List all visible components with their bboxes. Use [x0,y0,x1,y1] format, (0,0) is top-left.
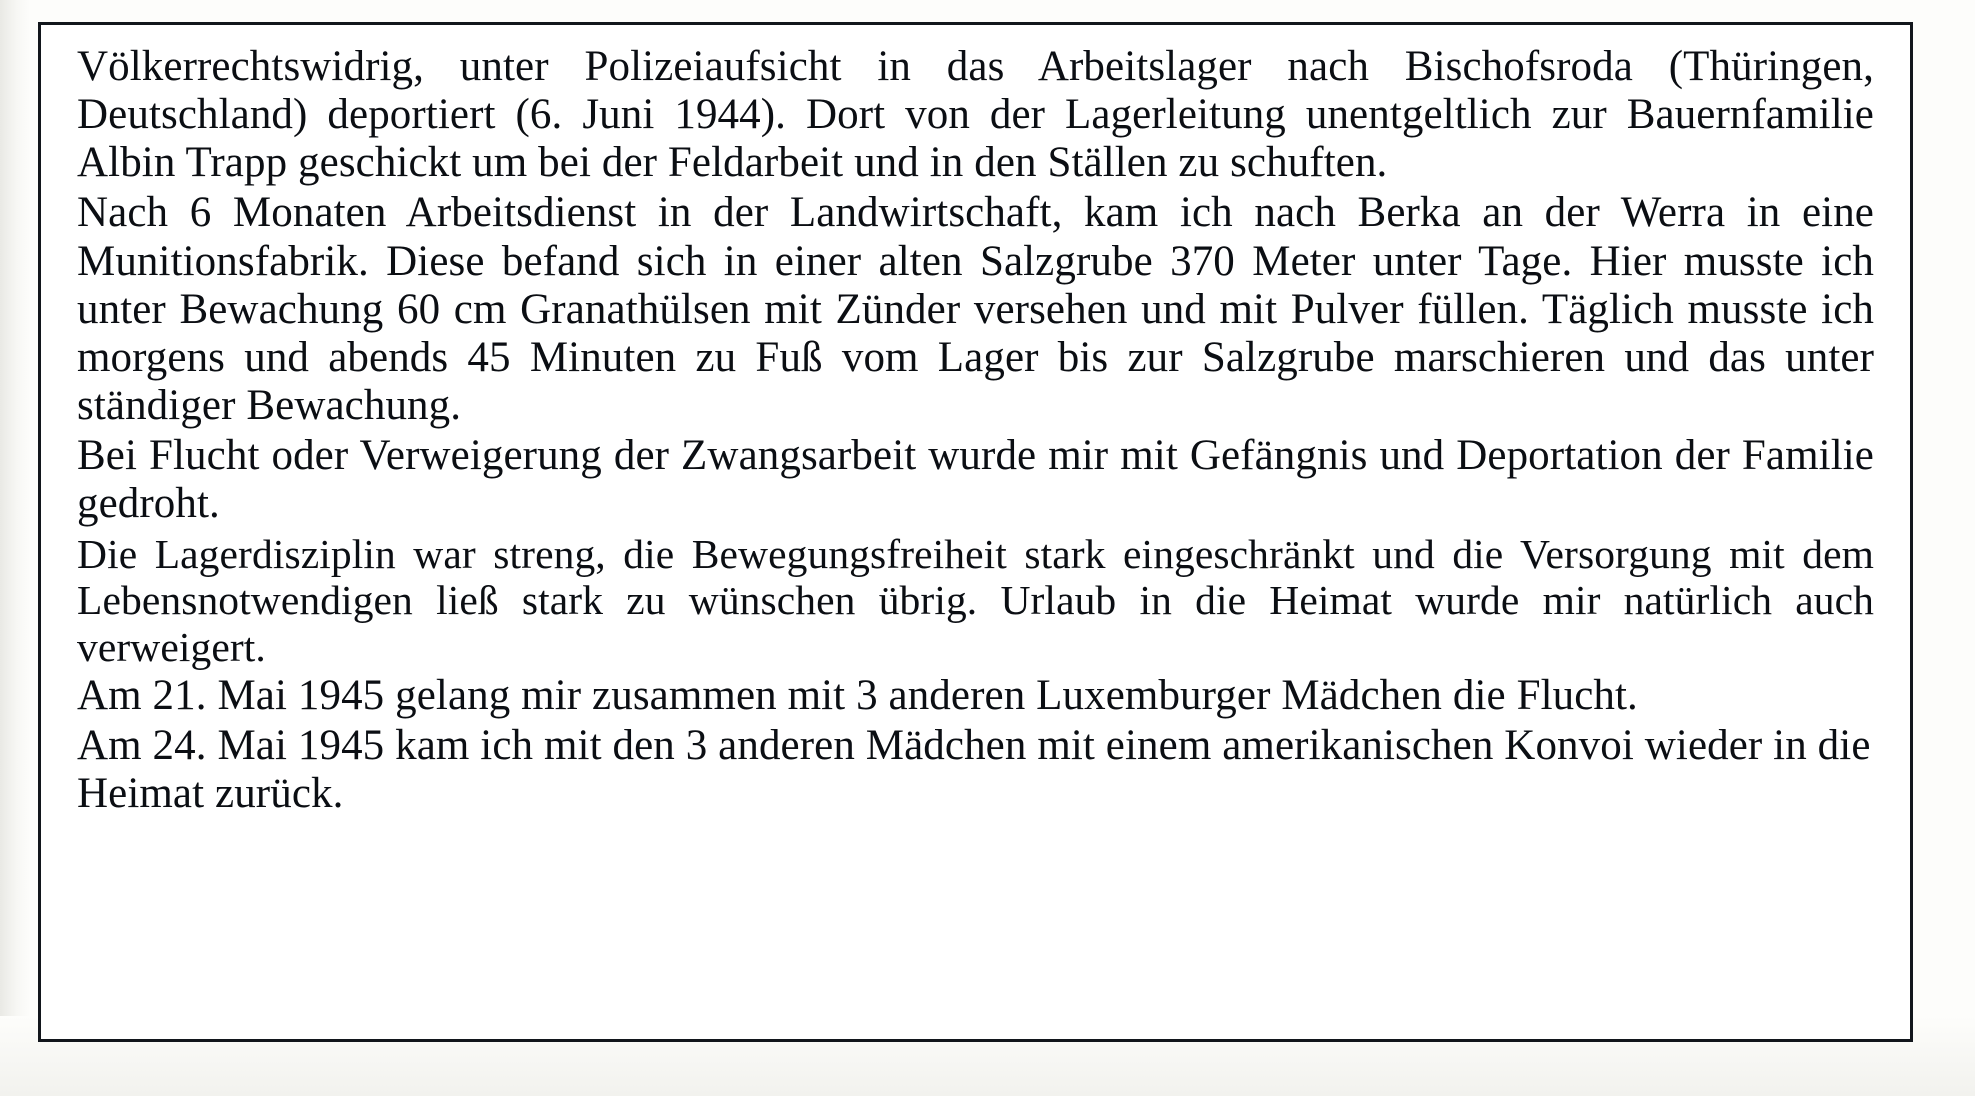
paragraph-6: Am 24. Mai 1945 kam ich mit den 3 anderen Mädchen mit einem amerikanischen Konvoi wieder in die Heimat zurück. [77,722,1871,818]
bordered-text-block [38,22,1913,1042]
paragraph-3: Bei Flucht oder Verweigerung der Zwangsarbeit wurde mir mit Gefängnis und Deportation der Familie gedroht. [77,432,1874,528]
paragraph-4: Die Lagerdisziplin war streng, die Bewegungsfreiheit stark eingeschränkt und die Versorgung mit dem Lebensnotwendigen ließ stark zu wünschen übrig. Urlaub in die Heimat wurde mir natürlich auch verweigert. [77,530,1874,670]
paragraph-1: Völkerrechtswidrig, unter Polizeiaufsicht in das Arbeitslager nach Bischofsroda (Thüringen, Deutschland) deportiert (6. Juni 1944). Dort von der Lagerleitung unentgeltlich zur Bauernfamilie Albin Trapp geschickt um bei der Feldarbeit und in den Ställen zu schuften. [77,43,1874,187]
paragraph-2: Nach 6 Monaten Arbeitsdienst in der Landwirtschaft, kam ich nach Berka an der Werra in eine Munitionsfabrik. Diese befand sich in einer alten Salzgrube 370 Meter unter Tage. Hier musste ich unter Bewachung 60 cm Granathülsen mit Zünder versehen und mit Pulver füllen. Täglich musste ich morgens und abends 45 Minuten zu Fuß vom Lager bis zur Salzgrube marschieren und das unter ständiger Bewachung. [77,189,1874,430]
scan-edge-shadow-left [0,0,30,1096]
paragraph-5: Am 21. Mai 1945 gelang mir zusammen mit 3 anderen Luxemburger Mädchen die Flucht. [77,671,1638,719]
